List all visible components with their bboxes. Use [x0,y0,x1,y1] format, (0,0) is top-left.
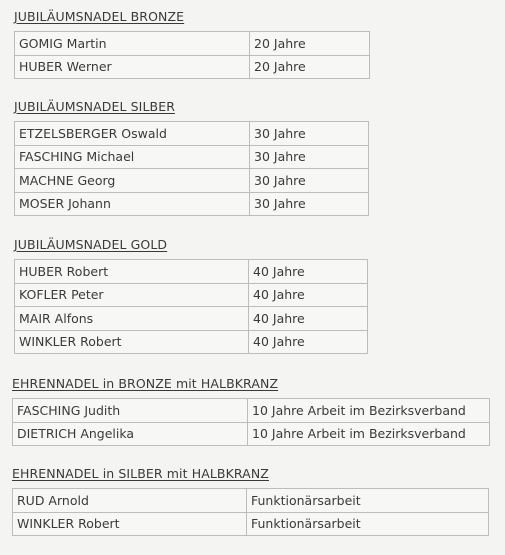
award-reason: 30 Jahre [250,192,369,216]
recipient-name: HUBER Werner [15,55,250,79]
awards-table [12,488,489,536]
award-reason: 10 Jahre Arbeit im Bezirksverband [248,422,490,446]
table-row [13,422,490,446]
table-row [15,283,368,307]
recipient-name: KOFLER Peter [15,283,249,307]
section-heading: EHRENNADEL in BRONZE mit HALBKRANZ [12,376,279,391]
section-ehrennadel-silber [12,466,489,536]
recipient-name: WINKLER Robert [13,512,247,536]
recipient-name: ETZELSBERGER Oswald [15,122,250,146]
awards-table [14,121,369,216]
section-heading: JUBILÄUMSNADEL BRONZE [14,9,185,24]
recipient-name: MOSER Johann [15,192,250,216]
award-reason: 10 Jahre Arbeit im Bezirksverband [248,399,490,423]
table-row [13,489,489,513]
recipient-name: WINKLER Robert [15,330,249,354]
table-row [15,192,369,216]
award-reason: 30 Jahre [250,145,369,169]
table-row [15,260,368,284]
awards-table [12,398,490,446]
section-jubilaeumsnadel-silber [14,99,369,216]
table-row [13,512,489,536]
recipient-name: MACHNE Georg [15,169,250,193]
award-reason: 20 Jahre [250,32,370,56]
table-row [15,169,369,193]
award-reason: 40 Jahre [249,260,368,284]
award-reason: 30 Jahre [250,122,369,146]
section-jubilaeumsnadel-gold [14,237,368,354]
section-ehrennadel-bronze [12,376,490,446]
award-reason: 40 Jahre [249,330,368,354]
recipient-name: RUD Arnold [13,489,247,513]
recipient-name: DIETRICH Angelika [13,422,248,446]
award-reason: 30 Jahre [250,169,369,193]
award-reason: Funktionärsarbeit [247,489,489,513]
recipient-name: GOMIG Martin [15,32,250,56]
section-heading: JUBILÄUMSNADEL SILBER [14,99,175,114]
award-reason: 20 Jahre [250,55,370,79]
table-row [15,122,369,146]
award-reason: 40 Jahre [249,307,368,331]
award-reason: 40 Jahre [249,283,368,307]
table-row [15,307,368,331]
table-row [15,145,369,169]
awards-table [14,31,370,79]
section-jubilaeumsnadel-bronze [14,9,370,79]
awards-table [14,259,368,354]
table-row [15,32,370,56]
table-row [15,55,370,79]
section-heading: EHRENNADEL in SILBER mit HALBKRANZ [12,466,269,481]
section-heading: JUBILÄUMSNADEL GOLD [14,237,168,252]
recipient-name: FASCHING Michael [15,145,250,169]
award-reason: Funktionärsarbeit [247,512,489,536]
recipient-name: HUBER Robert [15,260,249,284]
recipient-name: MAIR Alfons [15,307,249,331]
recipient-name: FASCHING Judith [13,399,248,423]
table-row [13,399,490,423]
table-row [15,330,368,354]
